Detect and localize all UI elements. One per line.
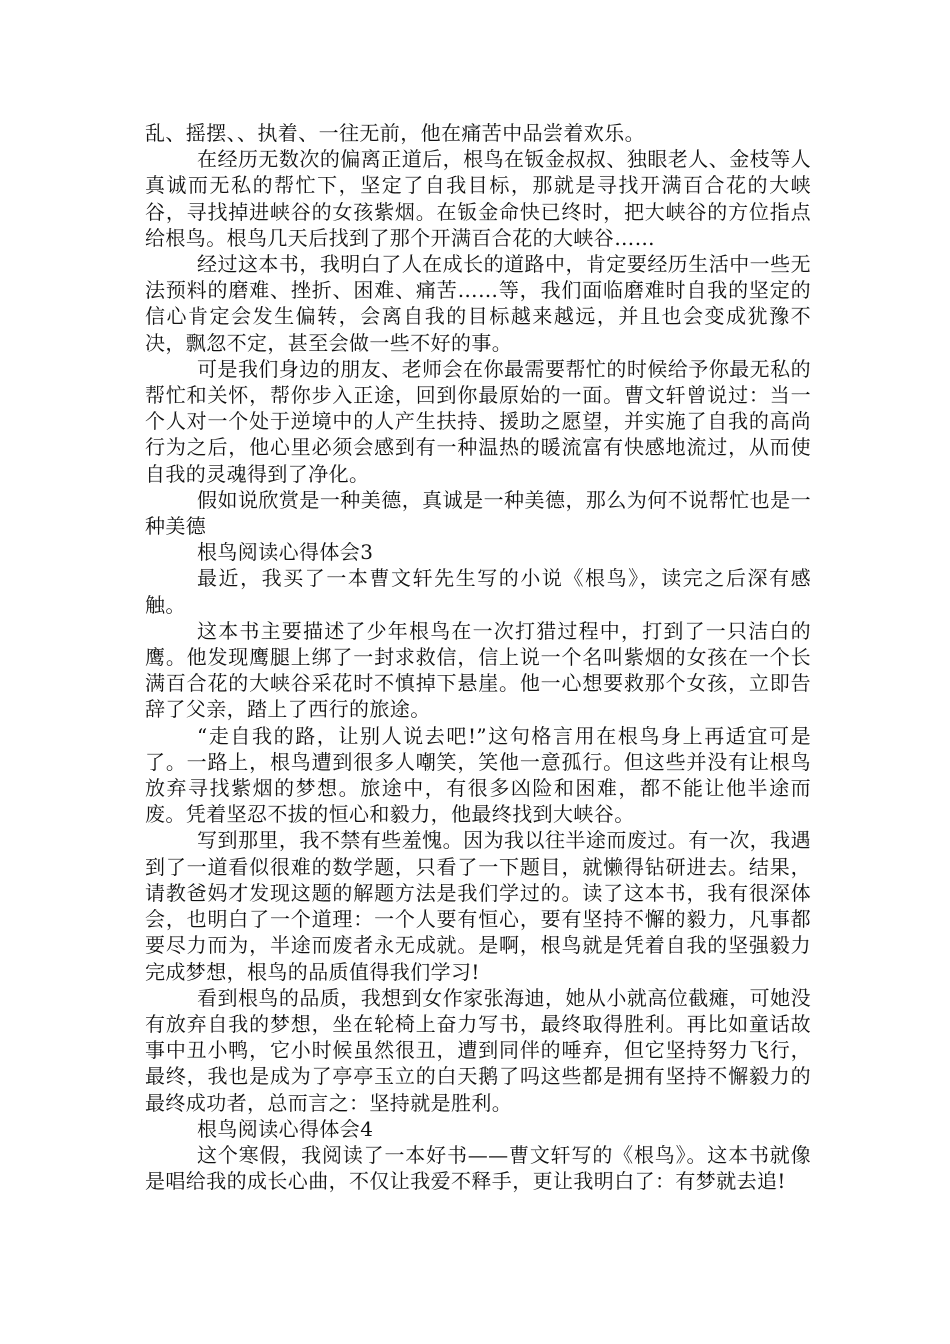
paragraph: 写到那里，我不禁有些羞愧。因为我以往半途而废过。有一次，我遇到了一道看似很难的数学题，只看了一下题目，就懒得钻研进去。结果，请教爸妈才发现这题的解题方法是我们学过的。读了这本书，我有很深体会，也明白了一个道理：一个人要有恒心，要有坚持不懈的毅力，凡事都要尽力而为，半途而废者永无成就。是啊，根鸟就是凭着自我的坚强毅力完成梦想，根鸟的品质值得我们学习!	[145, 828, 811, 984]
document-body	[145, 120, 811, 1194]
paragraph: 在经历无数次的偏离正道后，根鸟在钣金叔叔、独眼老人、金枝等人真诚而无私的帮忙下，坚定了自我目标，那就是寻找开满百合花的大峡谷，寻找掉进峡谷的女孩紫烟。在钣金命快已终时，把大峡谷的方位指点给根鸟。根鸟几天后找到了那个开满百合花的大峡谷……	[145, 147, 811, 250]
paragraph: 最近，我买了一本曹文轩先生写的小说《根鸟》，读完之后深有感触。	[145, 566, 811, 617]
paragraph: 假如说欣赏是一种美德，真诚是一种美德，那么为何不说帮忙也是一种美德	[145, 487, 811, 539]
section-heading: 根鸟阅读心得体会3	[197, 540, 374, 565]
paragraph: 这个寒假，我阅读了一本好书——曹文轩写的《根鸟》。这本书就像是唱给我的成长心曲，不仅让我爱不释手，更让我明白了：有梦就去追!	[145, 1142, 811, 1194]
section-heading: 根鸟阅读心得体会4	[197, 1116, 374, 1141]
paragraph: 看到根鸟的品质，我想到女作家张海迪，她从小就高位截瘫，可她没有放弃自我的梦想，坐在轮椅上奋力写书，最终取得胜利。再比如童话故事中丑小鸭，它小时候虽然很丑，遭到同伴的唾弃，但它坚持努力飞行，最终，我也是成为了亭亭玉立的白天鹅了吗这些都是拥有坚持不懈毅力的最终成功者，总而言之：坚持就是胜利。	[145, 985, 811, 1115]
paragraph-continuation: 乱、摇摆、、执着、一往无前，他在痛苦中品尝着欢乐。	[145, 121, 645, 145]
paragraph: 可是我们身边的朋友、老师会在你最需要帮忙的时候给予你最无私的帮忙和关怀，帮你步入正途，回到你最原始的一面。曹文轩曾说过：当一个人对一个处于逆境中的人产生扶持、援助之愿望，并实施了自我的高尚行为之后，他心里必须会感到有一种温热的暖流富有快感地流过，从而使自我的灵魂得到了净化。	[145, 356, 811, 486]
paragraph: 经过这本书，我明白了人在成长的道路中，肯定要经历生活中一些无法预料的磨难、挫折、困难、痛苦……等，我们面临磨难时自我的坚定的信心肯定会发生偏转，会离自我的目标越来越远，并且也会变成犹豫不决，飘忽不定，甚至会做一些不好的事。	[145, 252, 811, 355]
paragraph: 这本书主要描述了少年根鸟在一次打猎过程中，打到了一只洁白的鹰。他发现鹰腿上绑了一封求救信，信上说一个名叫紫烟的女孩在一个长满百合花的大峡谷采花时不慎掉下悬崖。他一心想要救那个女孩，立即告辞了父亲，踏上了西行的旅途。	[145, 618, 811, 722]
paragraph: “走自我的路，让别人说去吧!”这句格言用在根鸟身上再适宜可是了。一路上，根鸟遭到很多人嘲笑，笑他一意孤行。但这些并没有让根鸟放弃寻找紫烟的梦想。旅途中，有很多凶险和困难，都不能让他半途而废。凭着坚忍不拔的恒心和毅力，他最终找到大峡谷。	[145, 723, 811, 827]
